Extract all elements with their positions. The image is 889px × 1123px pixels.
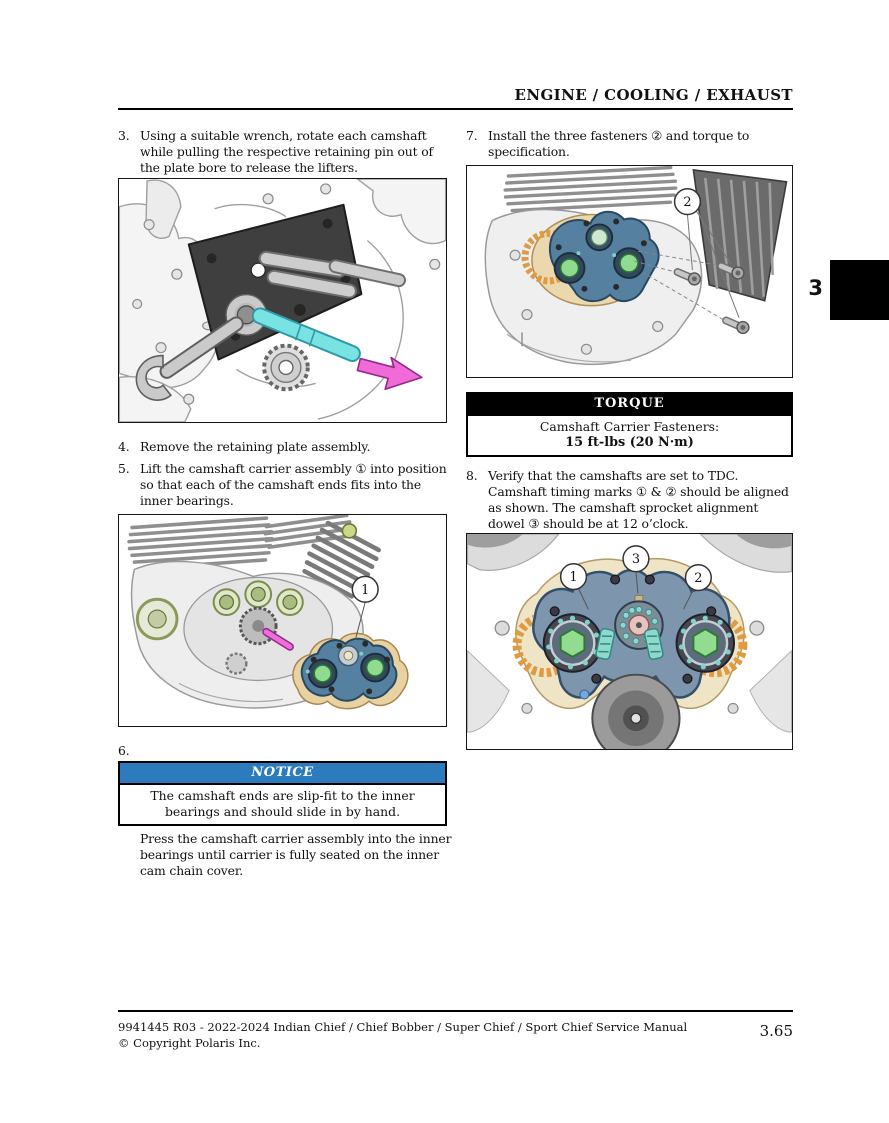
callout-2-label: 2 bbox=[683, 195, 692, 211]
retaining-pin-removal-illustration bbox=[119, 179, 446, 422]
left-camshaft-bearing bbox=[544, 614, 601, 671]
footer-text bbox=[118, 1019, 687, 1051]
torque-title: TORQUE bbox=[468, 394, 791, 416]
step-4-number: 4. bbox=[118, 439, 130, 454]
callout-3-label: 3 bbox=[631, 552, 641, 568]
footer-rule bbox=[118, 1010, 793, 1012]
step-6-number: 6. bbox=[118, 743, 130, 758]
torque-box bbox=[466, 392, 793, 457]
step-8 bbox=[466, 468, 796, 532]
step-4-text: Remove the retaining plate assembly. bbox=[140, 439, 371, 454]
carrier-installation-illustration bbox=[119, 515, 446, 726]
torque-body bbox=[468, 416, 791, 455]
notice-body: The camshaft ends are slip-fit to the inner bearings and should slide in by hand. bbox=[150, 788, 415, 819]
cylinder-fins bbox=[128, 515, 352, 569]
callout-1-label: 1 bbox=[361, 582, 370, 598]
figure-fastener-install bbox=[466, 165, 793, 378]
rocker-bolt bbox=[342, 524, 356, 538]
footer-line-2: © Copyright Polaris Inc. bbox=[118, 1036, 261, 1050]
cylinder-fins bbox=[504, 167, 676, 211]
notice-title: NOTICE bbox=[120, 763, 445, 785]
timing-marks-illustration bbox=[467, 534, 792, 749]
step-8-text: Verify that the camshafts are set to TDC. Camshaft timing marks ① & ② should be aligned as shown. The camshaft sprocket alignment dowel ③ should be at 12 o’clock. bbox=[488, 468, 789, 531]
lifter-pins bbox=[266, 258, 399, 291]
chapter-number: 3 bbox=[808, 276, 823, 300]
step-7 bbox=[466, 128, 796, 160]
figure-carrier-installation bbox=[118, 514, 447, 727]
figure-timing-marks bbox=[466, 533, 793, 750]
dot-blue bbox=[580, 690, 589, 699]
page-header-title: ENGINE / COOLING / EXHAUST bbox=[514, 86, 793, 104]
step-4 bbox=[118, 439, 454, 455]
pull-direction-arrow bbox=[357, 358, 421, 390]
header-rule bbox=[118, 108, 793, 110]
torque-label: Camshaft Carrier Fasteners: bbox=[539, 419, 720, 434]
step-7-text: Install the three fasteners ② and torque to specification. bbox=[488, 128, 750, 159]
chapter-thumb-tab bbox=[830, 260, 889, 320]
step-7-number: 7. bbox=[466, 128, 478, 143]
step-3 bbox=[118, 128, 454, 176]
figure-retaining-pin-removal bbox=[118, 178, 447, 423]
step-5 bbox=[118, 461, 454, 509]
step-3-text: Using a suitable wrench, rotate each camshaft while pulling the respective retaining pin out of the plate bore to release the lifters. bbox=[140, 128, 433, 175]
gear-sprocket bbox=[264, 346, 308, 390]
notice-box bbox=[118, 761, 447, 826]
step-5-text: Lift the camshaft carrier assembly ① into position so that each of the camshaft ends fits into the inner bearings. bbox=[140, 461, 447, 508]
step-5-number: 5. bbox=[118, 461, 130, 476]
callout-1-label: 1 bbox=[569, 570, 578, 586]
right-camshaft-bearing bbox=[677, 614, 734, 671]
bottom-cover bbox=[592, 675, 679, 749]
step-8-number: 8. bbox=[466, 468, 478, 483]
torque-value: 15 ft-lbs (20 N·m) bbox=[565, 435, 694, 450]
page-number: 3.65 bbox=[759, 1022, 793, 1040]
fastener-install-illustration bbox=[467, 166, 792, 377]
footer-line-1: 9941445 R03 - 2022-2024 Indian Chief / Chief Bobber / Super Chief / Sport Chief Service Manual bbox=[118, 1020, 688, 1034]
step-6 bbox=[118, 743, 454, 759]
callout-2 bbox=[675, 189, 701, 215]
press-instruction: Press the camshaft carrier assembly into the inner bearings until carrier is fully seated on the inner cam chain cover. bbox=[140, 831, 452, 878]
callout-2-label: 2 bbox=[694, 571, 703, 587]
step-3-number: 3. bbox=[118, 128, 130, 143]
